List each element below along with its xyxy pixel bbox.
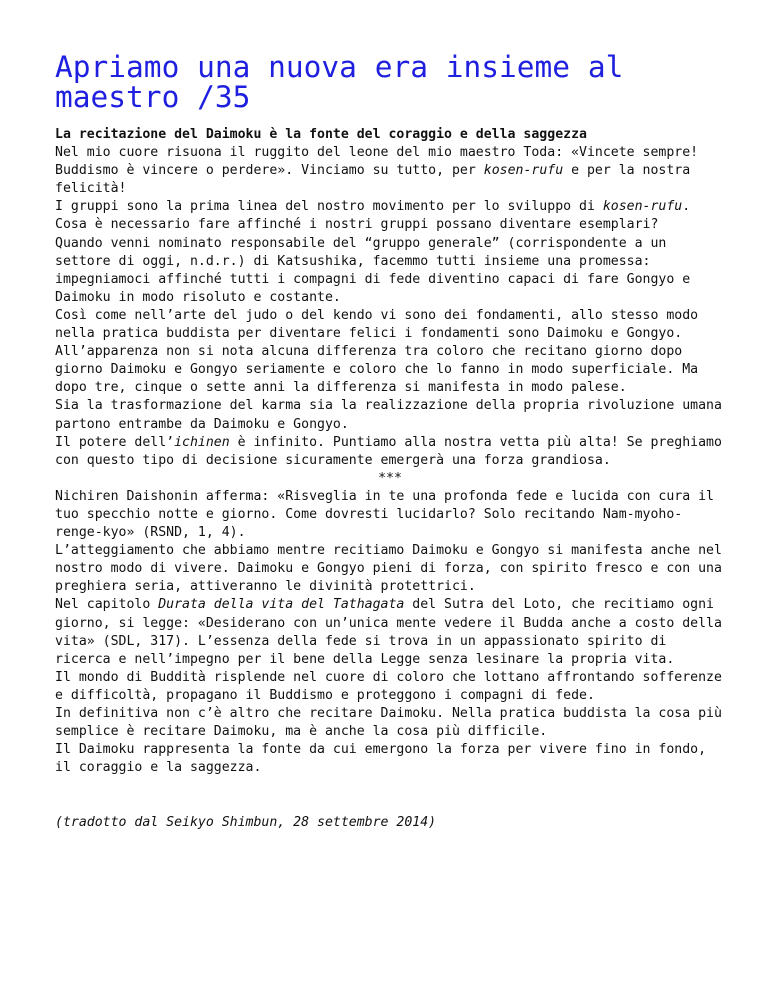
text: . Cosa è necessario fare affinché i nostri gruppi possano diventare esemplari?	[55, 199, 691, 233]
paragraph-8: Nichiren Daishonin afferma: «Risveglia in te una profonda fede e lucida con cura il tuo specchio notte e giorno. Come dovresti lucidarlo? Solo recitando Nam-myoho-renge-kyo» (RSND, 1, 4).	[55, 488, 714, 541]
text: I gruppi sono la prima linea del nostro movimento per lo sviluppo di	[55, 199, 603, 215]
paragraph-10	[55, 596, 725, 668]
paragraph-2	[55, 198, 725, 234]
text: Nel capitolo	[55, 597, 159, 613]
italic-term: kosen-rufu	[602, 199, 683, 215]
article-body	[55, 126, 725, 832]
paragraph-9: L’atteggiamento che abbiamo mentre recitiamo Daimoku e Gongyo si manifesta anche nel nostro modo di vivere. Daimoku e Gongyo pieni di forza, con spirito fresco e con una preghiera seria, attiveranno le divinità protettrici.	[55, 543, 722, 595]
paragraph-13: Il Daimoku rappresenta la fonte da cui emergono la forza per vivere fino in fondo, il coraggio e la saggezza.	[55, 742, 707, 776]
paragraph-11: Il mondo di Buddità risplende nel cuore di coloro che lottano affrontando sofferenze e difficoltà, propagano il Buddismo e proteggono i compagni di fede.	[55, 669, 722, 703]
spacer	[55, 777, 725, 814]
paragraph-6: Sia la trasformazione del karma sia la realizzazione della propria rivoluzione umana partono entrambe da Daimoku e Gongyo.	[55, 398, 722, 432]
italic-title: Durata della vita del Tathagata	[158, 597, 405, 613]
italic-term: kosen-rufu	[483, 163, 564, 179]
paragraph-1	[55, 144, 725, 198]
paragraph-7	[55, 434, 725, 470]
article-subtitle: La recitazione del Daimoku è la fonte del coraggio e della saggezza	[55, 127, 587, 142]
page-title: Apriamo una nuova era insieme al maestro /35	[55, 50, 624, 114]
text: Il potere dell’	[55, 434, 175, 450]
text: e per la nostra felicità!	[55, 163, 691, 197]
article	[55, 52, 725, 832]
credit-text: (tradotto dal Seikyo Shimbun, 28 settembre 2014)	[55, 815, 437, 831]
paragraph-12: In definitiva non c’è altro che recitare Daimoku. Nella pratica buddista la cosa più semplice è recitare Daimoku, ma è anche la cosa più difficile.	[55, 706, 722, 740]
paragraph-4: Così come nell’arte del judo o del kendo vi sono dei fondamenti, allo stesso modo nella pratica buddista per diventare felici i fondamenti sono Daimoku e Gongyo.	[55, 307, 699, 342]
paragraph-3: Quando venni nominato responsabile del “gruppo generale” (corrispondente a un settore di oggi, n.d.r.) di Katsushika, facemmo tutti insieme una promessa: impegniamoci affinché tutti i compagni di fede diventino capaci di fare Gongyo e Daimoku in modo risoluto e costante.	[55, 235, 691, 305]
italic-term: ichinen	[174, 434, 230, 450]
text: del Sutra del Loto, che recitiamo ogni giorno, si legge: «Desiderano con un’unica mente vedere il Budda anche a costo della vita» (SDL, 317). L’essenza della fede si trova in un appassionato spirito di ricerca e nell’impegno per il bene della Legge senza lesinare la propria vita.	[55, 597, 722, 667]
text: è infinito. Puntiamo alla nostra vetta più alta! Se preghiamo con questo tipo di decisione sicuramente emergerà una forza grandiosa.	[55, 434, 722, 468]
text: Nel mio cuore risuona il ruggito del leone del mio maestro Toda: «Vincete sempre! Buddismo è vincere o perdere». Vinciamo su tutto, per	[55, 145, 699, 179]
source-credit	[55, 814, 725, 832]
section-separator: ***	[378, 470, 402, 486]
paragraph-5: All’apparenza non si nota alcuna differenza tra coloro che recitano giorno dopo giorno Daimoku e Gongyo seriamente e coloro che lo fanno in modo superficiale. Ma dopo tre, cinque o sette anni la differenza si manifesta in modo palese.	[55, 344, 699, 396]
